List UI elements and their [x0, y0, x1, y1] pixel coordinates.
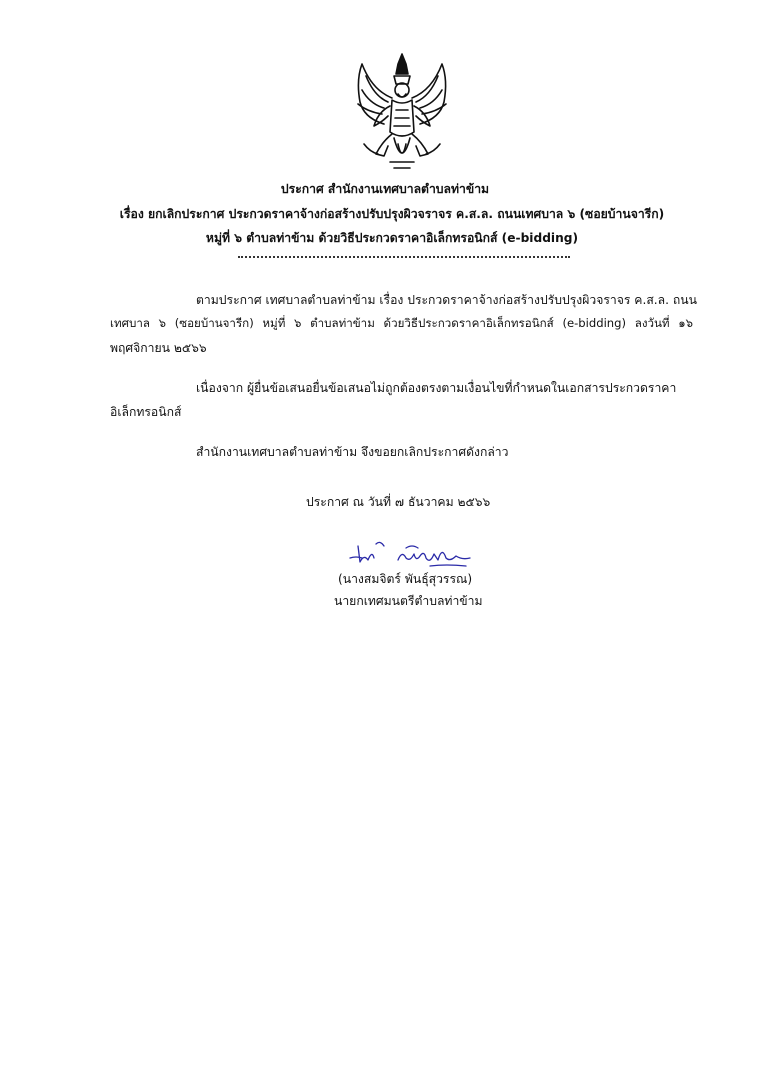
announcement-date: ประกาศ ณ วันที่ ๗ ธันวาคม ๒๕๖๖ [306, 495, 491, 509]
paragraph-1-line-3: พฤศจิกายน ๒๕๖๖ [110, 341, 207, 355]
announcement-heading: ประกาศ สำนักงานเทศบาลตำบลท่าข้าม [280, 182, 490, 196]
paragraph-2-line-2: อิเล็กทรอนิกส์ [110, 405, 182, 419]
subject-line: เรื่อง ยกเลิกประกาศ ประกวดราคาจ้างก่อสร้างปรับปรุงผิวจราจร ค.ส.ล. ถนนเทศบาล ๖ (ซอยบ้านจารีก) [119, 207, 665, 221]
paragraph-2-line-1: เนื่องจาก ผู้ยื่นข้อเสนอยื่นข้อเสนอไม่ถูกต้องตรงตามเงื่อนไขที่กำหนดในเอกสารประกวดราคา [196, 381, 677, 395]
signatory-position: นายกเทศมนตรีตำบลท่าข้าม [334, 594, 483, 608]
subject-line-continued: หมู่ที่ ๖ ตำบลท่าข้าม ด้วยวิธีประกวดราคาอิเล็กทรอนิกส์ (e-bidding) [205, 231, 579, 245]
handwritten-signature [346, 536, 474, 572]
signatory-name: (นางสมจิตร์ พันธุ์สุวรรณ) [338, 572, 473, 586]
paragraph-1-line-1: ตามประกาศ เทศบาลตำบลท่าข้าม เรื่อง ประกวดราคาจ้างก่อสร้างปรับปรุงผิวจราจร ค.ส.ล. ถนน [196, 293, 697, 307]
paragraph-1-line-2: เทศบาล ๖ (ซอยบ้านจารีก) หมู่ที่ ๖ ตำบลท่าข้าม ด้วยวิธีประกวดราคาอิเล็กทรอนิกส์ (e-bidding) ลงวันที่ ๑๖ [110, 316, 693, 330]
garuda-emblem-icon [344, 50, 460, 174]
dotted-divider [238, 256, 570, 260]
paragraph-3: สำนักงานเทศบาลตำบลท่าข้าม จึงขอยกเลิกประกาศดังกล่าว [196, 445, 509, 459]
